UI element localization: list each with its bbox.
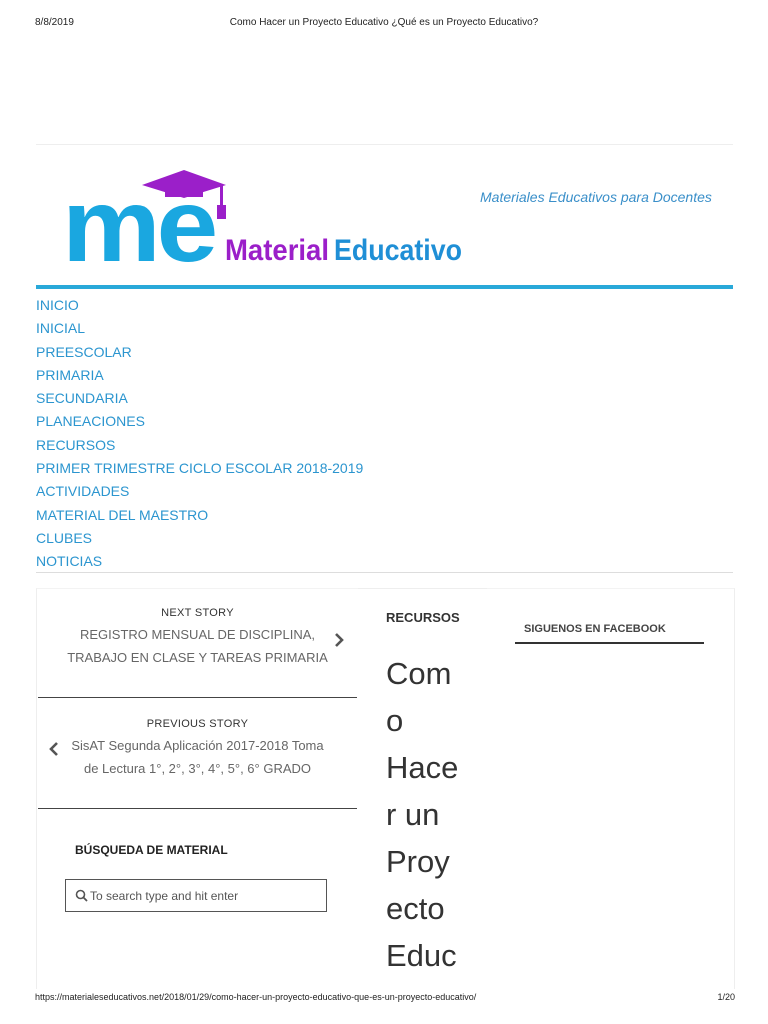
search-input[interactable]	[90, 880, 320, 911]
article-title-line: o	[386, 703, 404, 738]
article-category[interactable]: RECURSOS	[386, 610, 460, 625]
main-nav	[36, 294, 363, 574]
article-title-line: Com	[386, 656, 452, 691]
search-icon	[75, 889, 88, 902]
facebook-heading-underline	[515, 642, 704, 644]
previous-story-divider	[38, 808, 357, 809]
header-accent-bar	[36, 285, 733, 289]
print-footer	[0, 992, 768, 1006]
chevron-right-icon[interactable]	[333, 632, 345, 648]
search-box[interactable]	[65, 879, 327, 912]
nav-item-actividades[interactable]: ACTIVIDADES	[36, 483, 130, 500]
nav-item-planeaciones[interactable]: PLANEACIONES	[36, 413, 145, 430]
print-page-number: 1/20	[717, 992, 735, 1002]
next-story[interactable]	[38, 607, 357, 669]
logo-word-material: Material	[225, 234, 329, 267]
nav-item-primer-trimestre[interactable]: PRIMER TRIMESTRE CICLO ESCOLAR 2018-2019	[36, 460, 364, 477]
nav-item-clubes[interactable]: CLUBES	[36, 529, 93, 546]
previous-story-title-line2: de Lectura 1°, 2°, 3°, 4°, 5°, 6° GRADO	[83, 761, 312, 776]
nav-item-noticias[interactable]: NOTICIAS	[36, 553, 103, 570]
search-heading: BÚSQUEDA DE MATERIAL	[75, 843, 228, 857]
facebook-heading: SIGUENOS EN FACEBOOK	[524, 623, 666, 635]
print-header	[0, 17, 768, 33]
site-logo[interactable]	[62, 167, 472, 270]
previous-story-kicker: PREVIOUS STORY	[146, 718, 249, 730]
article-title	[386, 650, 461, 979]
nav-item-inicial[interactable]: INICIAL	[36, 320, 86, 337]
logo-mark: me	[62, 168, 216, 270]
article-title-line: Educ	[386, 938, 457, 973]
nav-item-secundaria[interactable]: SECUNDARIA	[36, 390, 128, 407]
article-title-line: Proy	[386, 844, 450, 879]
nav-item-inicio[interactable]: INICIO	[36, 297, 79, 313]
previous-story[interactable]	[38, 718, 357, 780]
next-story-title-line1: REGISTRO MENSUAL DE DISCIPLINA,	[79, 627, 315, 642]
article-column-top	[358, 588, 487, 589]
site-tagline: Materiales Educativos para Docentes	[480, 189, 712, 205]
previous-story-title-line1: SisAT Segunda Aplicación 2017-2018 Toma	[71, 738, 324, 753]
article-title-line: ecto	[386, 891, 445, 926]
article-title-line: Hace	[386, 750, 459, 785]
header-divider	[36, 144, 733, 145]
next-story-title-line2: TRABAJO EN CLASE Y TAREAS PRIMARIA	[67, 650, 328, 665]
previous-story-title[interactable]	[38, 734, 357, 780]
print-title: Como Hacer un Proyecto Educativo ¿Qué es un Proyecto Educativo?	[229, 17, 539, 28]
nav-item-material-del-maestro[interactable]: MATERIAL DEL MAESTRO	[36, 506, 209, 523]
nav-item-recursos[interactable]: RECURSOS	[36, 436, 116, 453]
nav-item-primaria[interactable]: PRIMARIA	[36, 366, 104, 383]
next-story-kicker: NEXT STORY	[161, 607, 234, 619]
print-url: https://materialeseducativos.net/2018/01/29/como-hacer-un-proyecto-educativo-que-es-un-proyecto-educativo/	[35, 992, 477, 1002]
chevron-left-icon[interactable]	[48, 741, 60, 757]
nav-item-preescolar[interactable]: PREESCOLAR	[36, 343, 132, 360]
nav-divider	[36, 572, 733, 573]
print-date: 8/8/2019	[35, 17, 74, 28]
article-title-line: r un	[386, 797, 440, 832]
next-story-divider	[38, 697, 357, 698]
logo-word-educativo: Educativo	[334, 234, 462, 267]
next-story-title[interactable]	[38, 623, 357, 669]
